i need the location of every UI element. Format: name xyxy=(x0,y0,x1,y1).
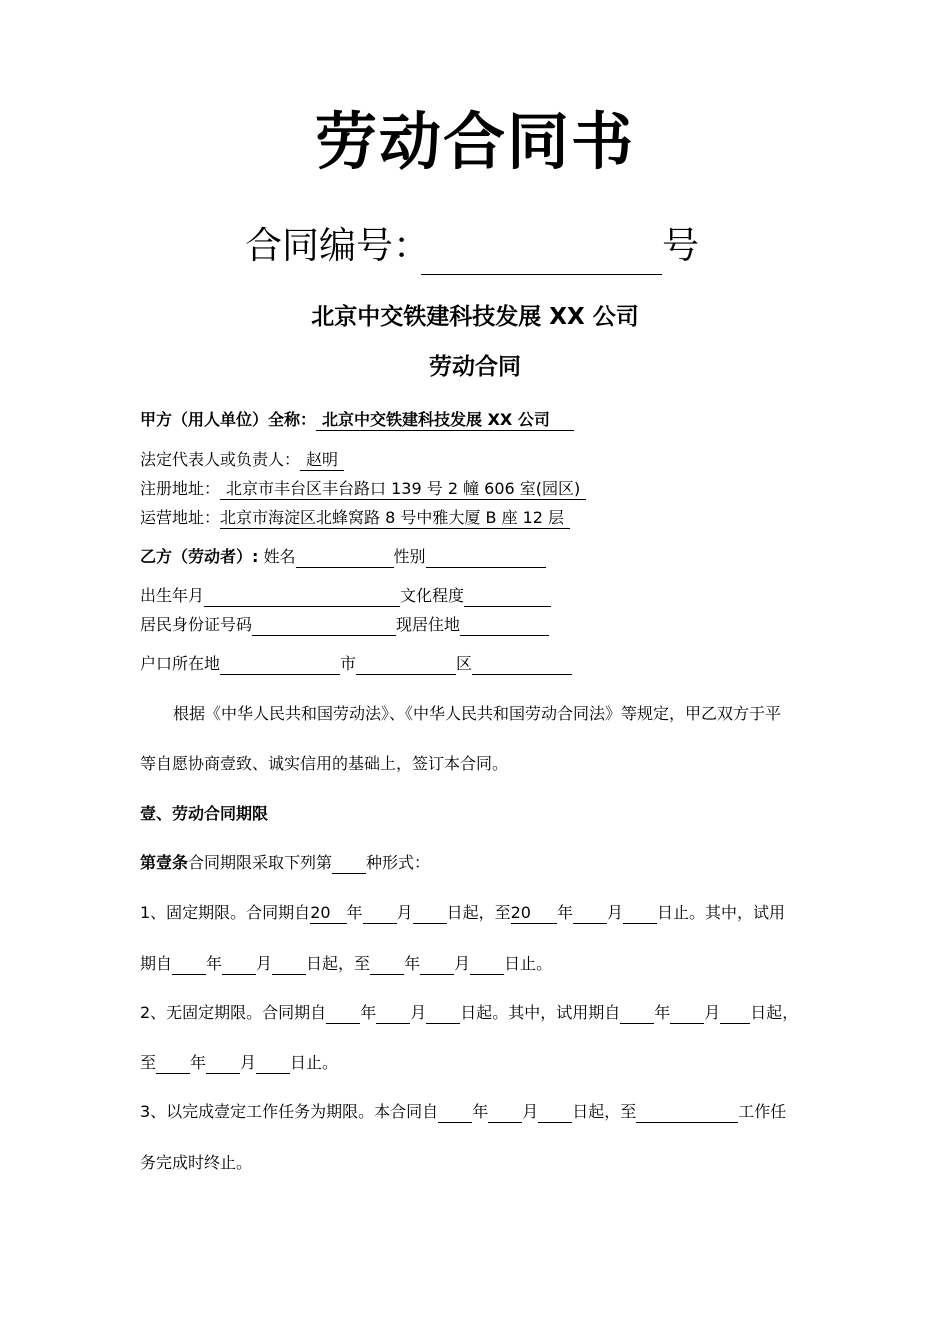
item-3-text-d: 日起，至 xyxy=(572,1102,637,1121)
probation-text-k: 日起，至 xyxy=(306,954,371,973)
party-b-row-4 xyxy=(140,653,572,675)
probation-month-label: 月 xyxy=(256,954,273,973)
intro-line-2: 等自愿协商壹致、诚实信用的基础上，签订本合同。 xyxy=(140,754,509,773)
item-1-line-1 xyxy=(140,902,785,924)
item-1-month-start[interactable] xyxy=(363,903,397,924)
item-1-year-end[interactable]: 20 xyxy=(511,903,557,924)
item-3-month[interactable] xyxy=(488,1102,522,1123)
probation-day-start[interactable] xyxy=(272,954,306,975)
party-b-gender-label: 性别 xyxy=(393,547,426,566)
party-a-name-row xyxy=(140,409,574,431)
party-a-reg-addr-label: 注册地址： xyxy=(140,479,221,498)
item-1-line-2 xyxy=(140,953,552,975)
probation-day-end[interactable] xyxy=(470,954,504,975)
party-a-op-addr-value: 北京市海淀区北蜂窝路 8 号中雅大厦 B 座 12 层 xyxy=(220,508,570,529)
party-b-hukou-label: 户口所在地 xyxy=(140,654,221,673)
party-b-name-label: 姓名 xyxy=(263,547,296,566)
party-b-residence-field[interactable] xyxy=(460,615,549,636)
item-2-text-a: 2、无固定期限。合同期自 xyxy=(140,1003,327,1022)
item-3-line-2: 务完成时终止。 xyxy=(140,1153,253,1172)
party-b-city-field[interactable] xyxy=(356,654,456,675)
item-2-text-k: 日止。 xyxy=(290,1053,339,1072)
probation-year-start[interactable] xyxy=(172,954,206,975)
item-2-end-year-label: 年 xyxy=(190,1053,207,1072)
party-b-gender-field[interactable] xyxy=(426,547,546,568)
party-a-reg-addr-row xyxy=(140,478,586,500)
party-b-row-2 xyxy=(140,585,551,607)
party-b-birth-field[interactable] xyxy=(204,586,400,607)
item-1-day-end[interactable] xyxy=(623,903,657,924)
item-1-text-d: 日起，至 xyxy=(446,903,511,922)
party-b-education-label: 文化程度 xyxy=(400,586,465,605)
party-b-city-label: 市 xyxy=(340,654,357,673)
company-heading: 北京中交铁建科技发展 XX 公司 xyxy=(311,304,639,330)
article-1-form-field[interactable] xyxy=(332,853,366,874)
item-3-task-field[interactable] xyxy=(636,1102,738,1123)
contract-number-label: 合同编号： xyxy=(245,224,430,267)
item-1-month-label: 月 xyxy=(396,903,413,922)
item-2-line-1 xyxy=(140,1002,798,1024)
item-1-text-a: 1、固定期限。合同期自 xyxy=(140,903,311,922)
probation-month-end-label: 月 xyxy=(454,954,471,973)
probation-month-start[interactable] xyxy=(222,954,256,975)
item-2-day-start[interactable] xyxy=(426,1003,460,1024)
item-3-year[interactable] xyxy=(438,1102,472,1123)
item-1-year-end-label: 年 xyxy=(556,903,573,922)
item-3-day[interactable] xyxy=(538,1102,572,1123)
contract-number-field[interactable] xyxy=(421,274,662,275)
item-2-probation-day[interactable] xyxy=(720,1003,750,1024)
probation-year-label: 年 xyxy=(206,954,223,973)
item-3-month-label: 月 xyxy=(522,1102,539,1121)
party-a-op-addr-row xyxy=(140,507,570,529)
item-2-year-label: 年 xyxy=(360,1003,377,1022)
item-2-probation-month[interactable] xyxy=(670,1003,704,1024)
item-2-month-label: 月 xyxy=(410,1003,427,1022)
party-a-rep-value: 赵明 xyxy=(300,450,344,471)
contract-subheading: 劳动合同 xyxy=(429,354,521,380)
party-b-id-field[interactable] xyxy=(252,615,396,636)
probation-text-n: 日止。 xyxy=(504,954,553,973)
contract-number-suffix: 号 xyxy=(662,224,699,267)
item-2-end-day[interactable] xyxy=(256,1053,290,1074)
party-b-birth-label: 出生年月 xyxy=(140,586,205,605)
item-3-text-e: 工作任 xyxy=(738,1102,787,1121)
section-1-heading: 壹、劳动合同期限 xyxy=(140,804,269,823)
item-2-end-month-label: 月 xyxy=(240,1053,257,1072)
item-1-year-start[interactable]: 20 xyxy=(310,903,346,924)
intro-line-1: 根据《中华人民共和国劳动法》、《中华人民共和国劳动合同法》等规定，甲乙双方于平 xyxy=(173,704,782,723)
item-2-text-h: 至 xyxy=(140,1053,157,1072)
party-b-id-label: 居民身份证号码 xyxy=(140,615,253,634)
item-2-probation-year-label: 年 xyxy=(654,1003,671,1022)
party-a-reg-addr-value: 北京市丰台区丰台路口 139 号 2 幢 606 室(园区) xyxy=(220,479,586,500)
article-1-text: 合同期限采取下列第 xyxy=(188,853,333,872)
item-1-month-end[interactable] xyxy=(573,903,607,924)
article-1-number: 第壹条 xyxy=(140,853,189,872)
item-2-year-start[interactable] xyxy=(326,1003,360,1024)
item-2-end-year[interactable] xyxy=(156,1053,190,1074)
item-3-year-label: 年 xyxy=(472,1102,489,1121)
item-1-text-g: 日止。其中，试用 xyxy=(656,903,785,922)
item-2-probation-year[interactable] xyxy=(620,1003,654,1024)
article-1-tail: 种形式： xyxy=(366,853,431,872)
item-2-line-2 xyxy=(140,1052,338,1074)
party-a-rep-label: 法定代表人或负责人： xyxy=(140,450,301,469)
item-2-text-d: 日起。其中，试用期自 xyxy=(460,1003,621,1022)
probation-year-end-label: 年 xyxy=(404,954,421,973)
item-1-day-start[interactable] xyxy=(413,903,447,924)
party-b-name-field[interactable] xyxy=(296,547,394,568)
party-a-name-label: 甲方（用人单位）全称： xyxy=(140,410,317,429)
party-b-education-field[interactable] xyxy=(464,586,551,607)
party-a-name-value: 北京中交铁建科技发展 XX 公司 xyxy=(316,410,574,431)
item-1-text-h: 期自 xyxy=(140,954,173,973)
item-1-month-end-label: 月 xyxy=(606,903,623,922)
item-2-end-month[interactable] xyxy=(206,1053,240,1074)
item-2-month-start[interactable] xyxy=(376,1003,410,1024)
item-2-probation-month-label: 月 xyxy=(704,1003,721,1022)
party-a-op-addr-label: 运营地址： xyxy=(140,508,221,527)
article-1 xyxy=(140,852,430,874)
party-b-row-1 xyxy=(140,546,546,568)
item-1-year-label: 年 xyxy=(346,903,363,922)
document-title: 劳动合同书 xyxy=(314,105,635,178)
party-b-hukou-field[interactable] xyxy=(220,654,340,675)
probation-year-end[interactable] xyxy=(370,954,404,975)
party-b-row-3 xyxy=(140,614,549,636)
party-b-district-field[interactable] xyxy=(472,654,572,675)
item-3-text-a: 3、以完成壹定工作任务为期限。本合同自 xyxy=(140,1102,439,1121)
item-2-text-g: 日起， xyxy=(750,1003,799,1022)
item-3-line-1 xyxy=(140,1101,786,1123)
party-b-district-label: 区 xyxy=(456,654,473,673)
probation-month-end[interactable] xyxy=(420,954,454,975)
party-b-residence-label: 现居住地 xyxy=(396,615,461,634)
party-a-rep-row xyxy=(140,449,344,471)
party-b-label: 乙方（劳动者）: xyxy=(140,547,259,566)
